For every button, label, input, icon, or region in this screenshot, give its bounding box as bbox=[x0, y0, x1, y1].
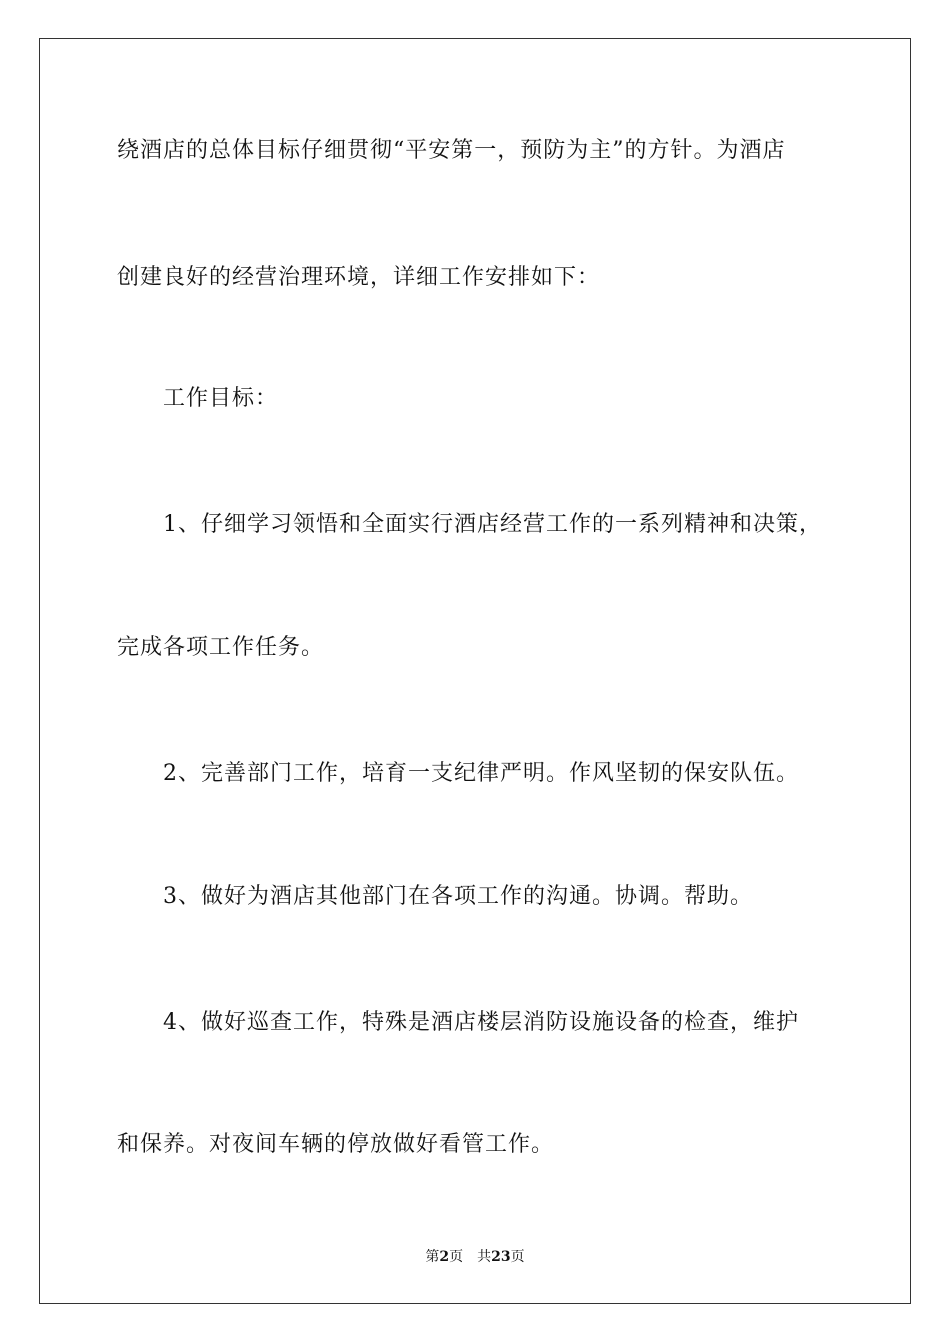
list-item-2: 2、完善部门工作，培育一支纪律严明。作风坚韧的保安队伍。 bbox=[163, 761, 799, 786]
footer-page-number: 2 bbox=[439, 1249, 450, 1265]
footer-total-pages: 23 bbox=[491, 1249, 511, 1265]
list-item-1-line-1: 1、仔细学习领悟和全面实行酒店经营工作的一系列精神和决策， bbox=[163, 512, 822, 537]
footer-page-suffix: 页 bbox=[449, 1249, 464, 1265]
footer-total-prefix: 共 bbox=[477, 1249, 492, 1265]
list-item-4-line-1: 4、做好巡查工作，特殊是酒店楼层消防设施设备的检查，维护 bbox=[163, 1010, 799, 1035]
list-item-4-line-2: 和保养。对夜间车辆的停放做好看管工作。 bbox=[117, 1132, 555, 1157]
footer-total-suffix: 页 bbox=[510, 1249, 525, 1265]
section-heading: 工作目标： bbox=[163, 386, 279, 411]
page-footer bbox=[0, 1248, 950, 1266]
list-item-1-line-2: 完成各项工作任务。 bbox=[117, 635, 325, 660]
body-text-line-2: 创建良好的经营治理环境，详细工作安排如下： bbox=[117, 265, 601, 290]
footer-page-prefix: 第 bbox=[425, 1249, 440, 1265]
page-frame bbox=[39, 38, 911, 1304]
list-item-3: 3、做好为酒店其他部门在各项工作的沟通。协调。帮助。 bbox=[163, 884, 753, 909]
body-text-line-1: 绕酒店的总体目标仔细贯彻“平安第一，预防为主”的方针。为酒店 bbox=[117, 138, 786, 163]
